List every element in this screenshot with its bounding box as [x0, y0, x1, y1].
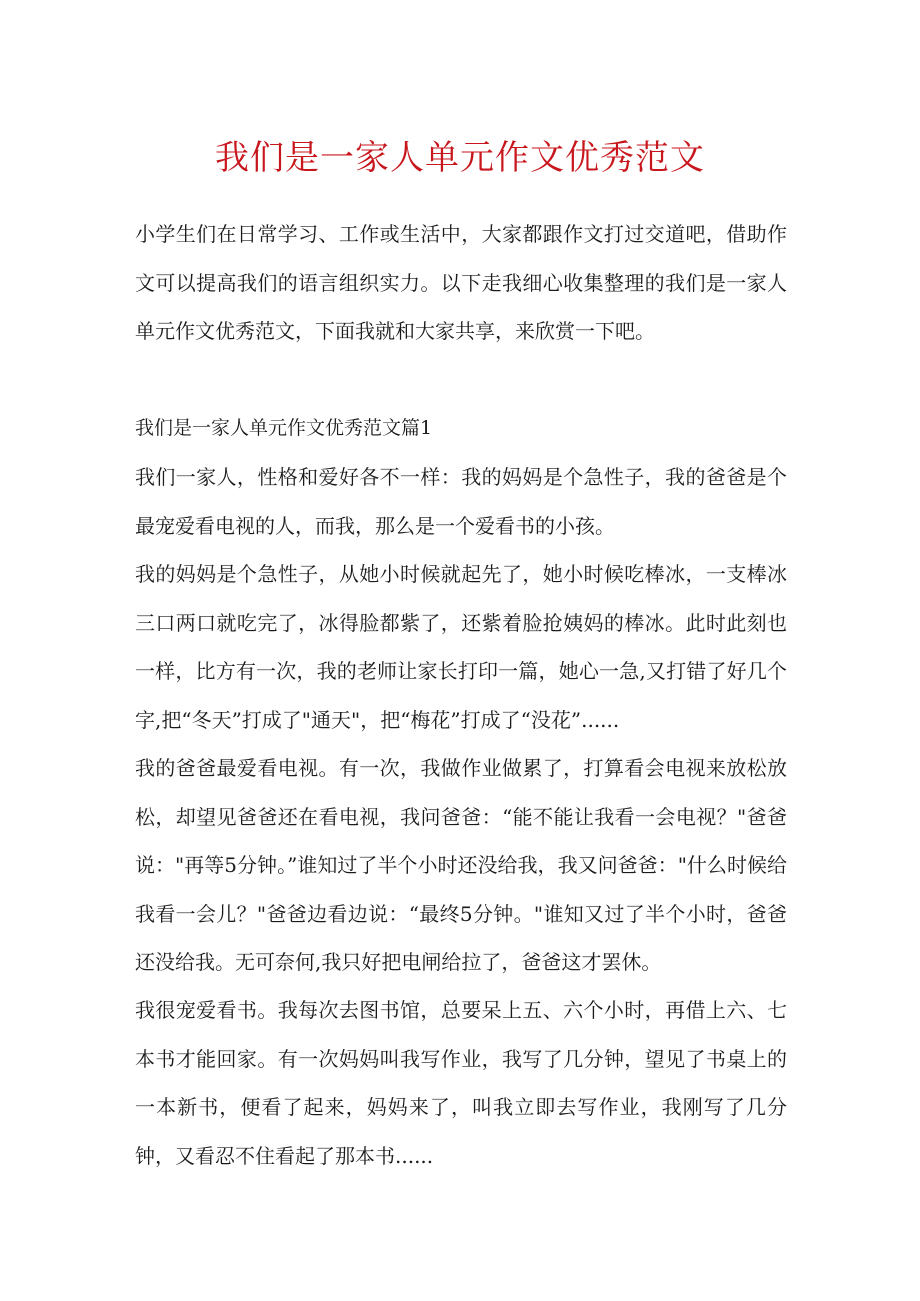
- body-paragraph: 我的爸爸最爱看电视。有一次，我做作业做累了，打算看会电视来放松放松，却望见爸爸还在看电视，我问爸爸：“能不能让我看一会电视？"爸爸说："再等5分钟。”谁知过了半个小时还没给我，我又问爸爸："什么时候给我看一会儿？"爸爸边看边说：“最终5分钟。"谁知又过了半个小时，爸爸还没给我。无可奈何,我只好把电闸给拉了，爸爸这才罢休。: [135, 756, 787, 974]
- document-title: 我们是一家人单元作文优秀范文: [215, 138, 705, 178]
- body-paragraph: 我很宠爱看书。我每次去图书馆，总要呆上五、六个小时，再借上六、七本书才能回家。有一次妈妈叫我写作业，我写了几分钟，望见了书桌上的一本新书，便看了起来，妈妈来了，叫我立即去写作业，我刚写了几分钟，又看忍不住看起了那本书......: [135, 998, 787, 1168]
- body-paragraph: 我们一家人，性格和爱好各不一样：我的妈妈是个急性子，我的爸爸是个最宠爱看电视的人，而我，那么是一个爱看书的小孩。: [135, 465, 787, 538]
- body-paragraph: 我的妈妈是个急性子，从她小时候就起先了，她小时候吃棒冰，一支棒冰三口两口就吃完了，冰得脸都紫了，还紫着脸抢姨妈的棒冰。此时此刻也一样，比方有一次，我的老师让家长打印一篇，她心一急,又打错了好几个字,把“冬天”打成了"通天"，把“梅花”打成了“没花”......: [135, 562, 787, 732]
- section-heading: 我们是一家人单元作文优秀范文篇1: [135, 417, 433, 439]
- intro-paragraph: 小学生们在日常学习、工作或生活中，大家都跟作文打过交道吧，借助作文可以提高我们的语言组织实力。以下走我细心收集整理的我们是一家人单元作文优秀范文，下面我就和大家共享，来欣赏一下吧。: [135, 222, 787, 343]
